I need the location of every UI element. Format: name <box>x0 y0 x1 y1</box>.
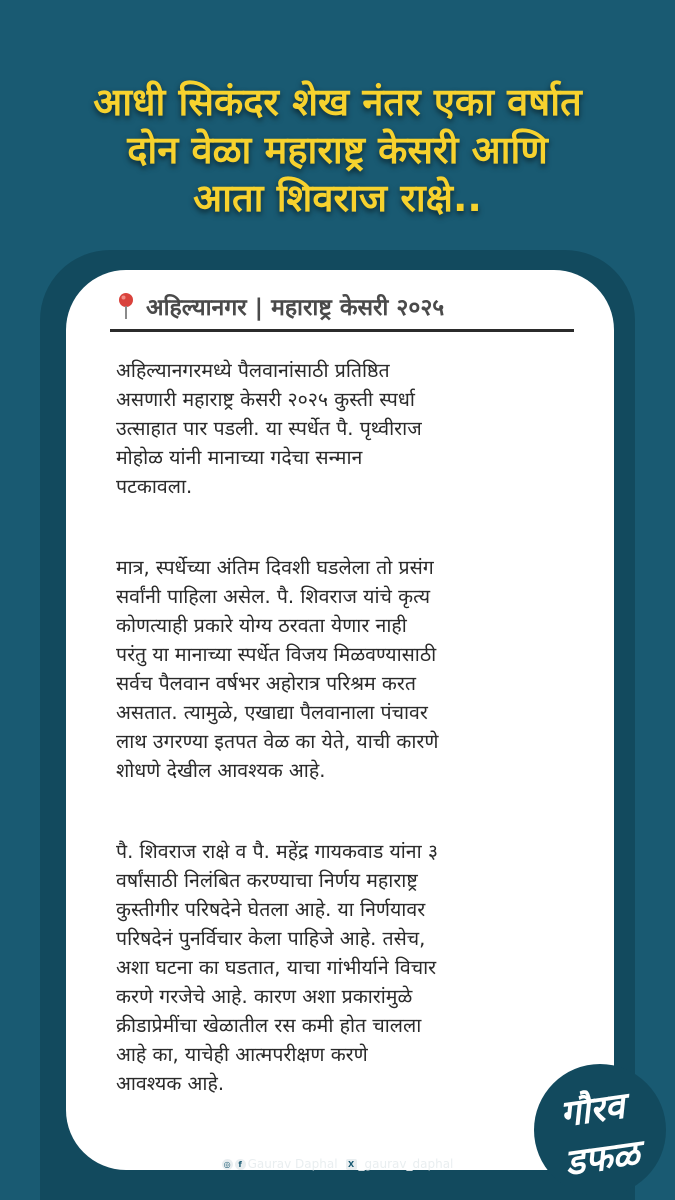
paragraph-line: आहे का, याचेही आत्मपरीक्षण करणे <box>116 1043 368 1066</box>
paragraph-3 <box>116 837 596 1098</box>
paragraph-line: शोधणे देखील आवश्यक आहे. <box>116 759 326 782</box>
paragraph-line: क्रीडाप्रेमींचा खेळातील रस कमी होत चालला <box>116 1014 422 1037</box>
paragraph-line: कुस्तीगीर परिषदेने घेतला आहे. या निर्णयावर <box>116 898 426 921</box>
paragraph-line: करणे गरजेचे आहे. कारण अशा प्रकारांमुळे <box>116 985 413 1008</box>
paragraph-line: उत्साहात पार पडली. या स्पर्धेत पै. पृथ्वीराज <box>116 417 422 440</box>
x-handle[interactable]: _gaurav_daphal <box>358 1157 454 1171</box>
paragraph-line: मात्र, स्पर्धेच्या अंतिम दिवशी घडलेला तो प्रसंग <box>116 556 434 579</box>
paragraph-line: अशा घटना का घडतात, याचा गांभीर्याने विचार <box>116 956 437 979</box>
x-icon[interactable]: X <box>346 1159 357 1170</box>
paragraph-line: परंतु या मानाच्या स्पर्धेत विजय मिळवण्यासाठी <box>116 643 437 666</box>
paragraph-line: लाथ उगरण्या इतपत वेळ का येते, याची कारणे <box>116 730 439 753</box>
paragraph-line: वर्षांसाठी निलंबित करण्याचा निर्णय महाराष्ट्र <box>116 869 418 892</box>
map-pin-icon <box>114 291 138 321</box>
paragraph-2 <box>116 553 596 785</box>
headline-line: दोन वेळा महाराष्ट्र केसरी आणि <box>127 128 548 172</box>
headline-line: आधी सिकंदर शेख नंतर एका वर्षात <box>93 80 582 124</box>
paragraph-line: अहिल्यानगरमध्ये पैलवानांसाठी प्रतिष्ठित <box>116 359 390 382</box>
paragraph-line: असणारी महाराष्ट्र केसरी २०२५ कुस्ती स्पर्धा <box>116 388 415 411</box>
facebook-icon[interactable]: f <box>235 1159 246 1170</box>
brand-logo <box>528 1058 668 1198</box>
paragraph-line: पै. शिवराज राक्षे व पै. महेंद्र गायकवाड यांना ३ <box>116 840 439 863</box>
headline <box>20 78 655 222</box>
paragraph-line: आवश्यक आहे. <box>116 1072 225 1095</box>
paragraph-line: असतात. त्यामुळे, एखाद्या पैलवानाला पंचावर <box>116 701 428 724</box>
card-title-text: अहिल्यानगर | महाराष्ट्र केसरी २०२५ <box>146 295 445 321</box>
logo-text-top: गौरव <box>557 1085 628 1136</box>
logo-text-bottom: डफळ <box>562 1133 643 1185</box>
paragraph-line: मोहोळ यांनी मानाच्या गदेचा सन्मान <box>116 446 363 469</box>
paragraph-line: पटकावला. <box>116 475 193 498</box>
headline-line: आता शिवराज राक्षे.. <box>193 176 482 220</box>
instagram-icon[interactable]: ◎ <box>222 1159 233 1170</box>
paragraph-line: परिषदेनं पुनर्विचार केला पाहिजे आहे. तसेच, <box>116 927 426 950</box>
card-title <box>114 288 584 324</box>
paragraph-line: कोणत्याही प्रकारे योग्य ठरवता येणार नाही <box>116 614 407 637</box>
footer-social <box>0 1152 675 1176</box>
facebook-name[interactable]: Gaurav Daphal <box>247 1157 338 1171</box>
title-divider <box>110 329 574 332</box>
paragraph-1 <box>116 356 596 501</box>
paragraph-line: सर्वच पैलवान वर्षभर अहोरात्र परिश्रम करत <box>116 672 416 695</box>
paragraph-line: सर्वांनी पाहिला असेल. पै. शिवराज यांचे कृत्य <box>116 585 431 608</box>
